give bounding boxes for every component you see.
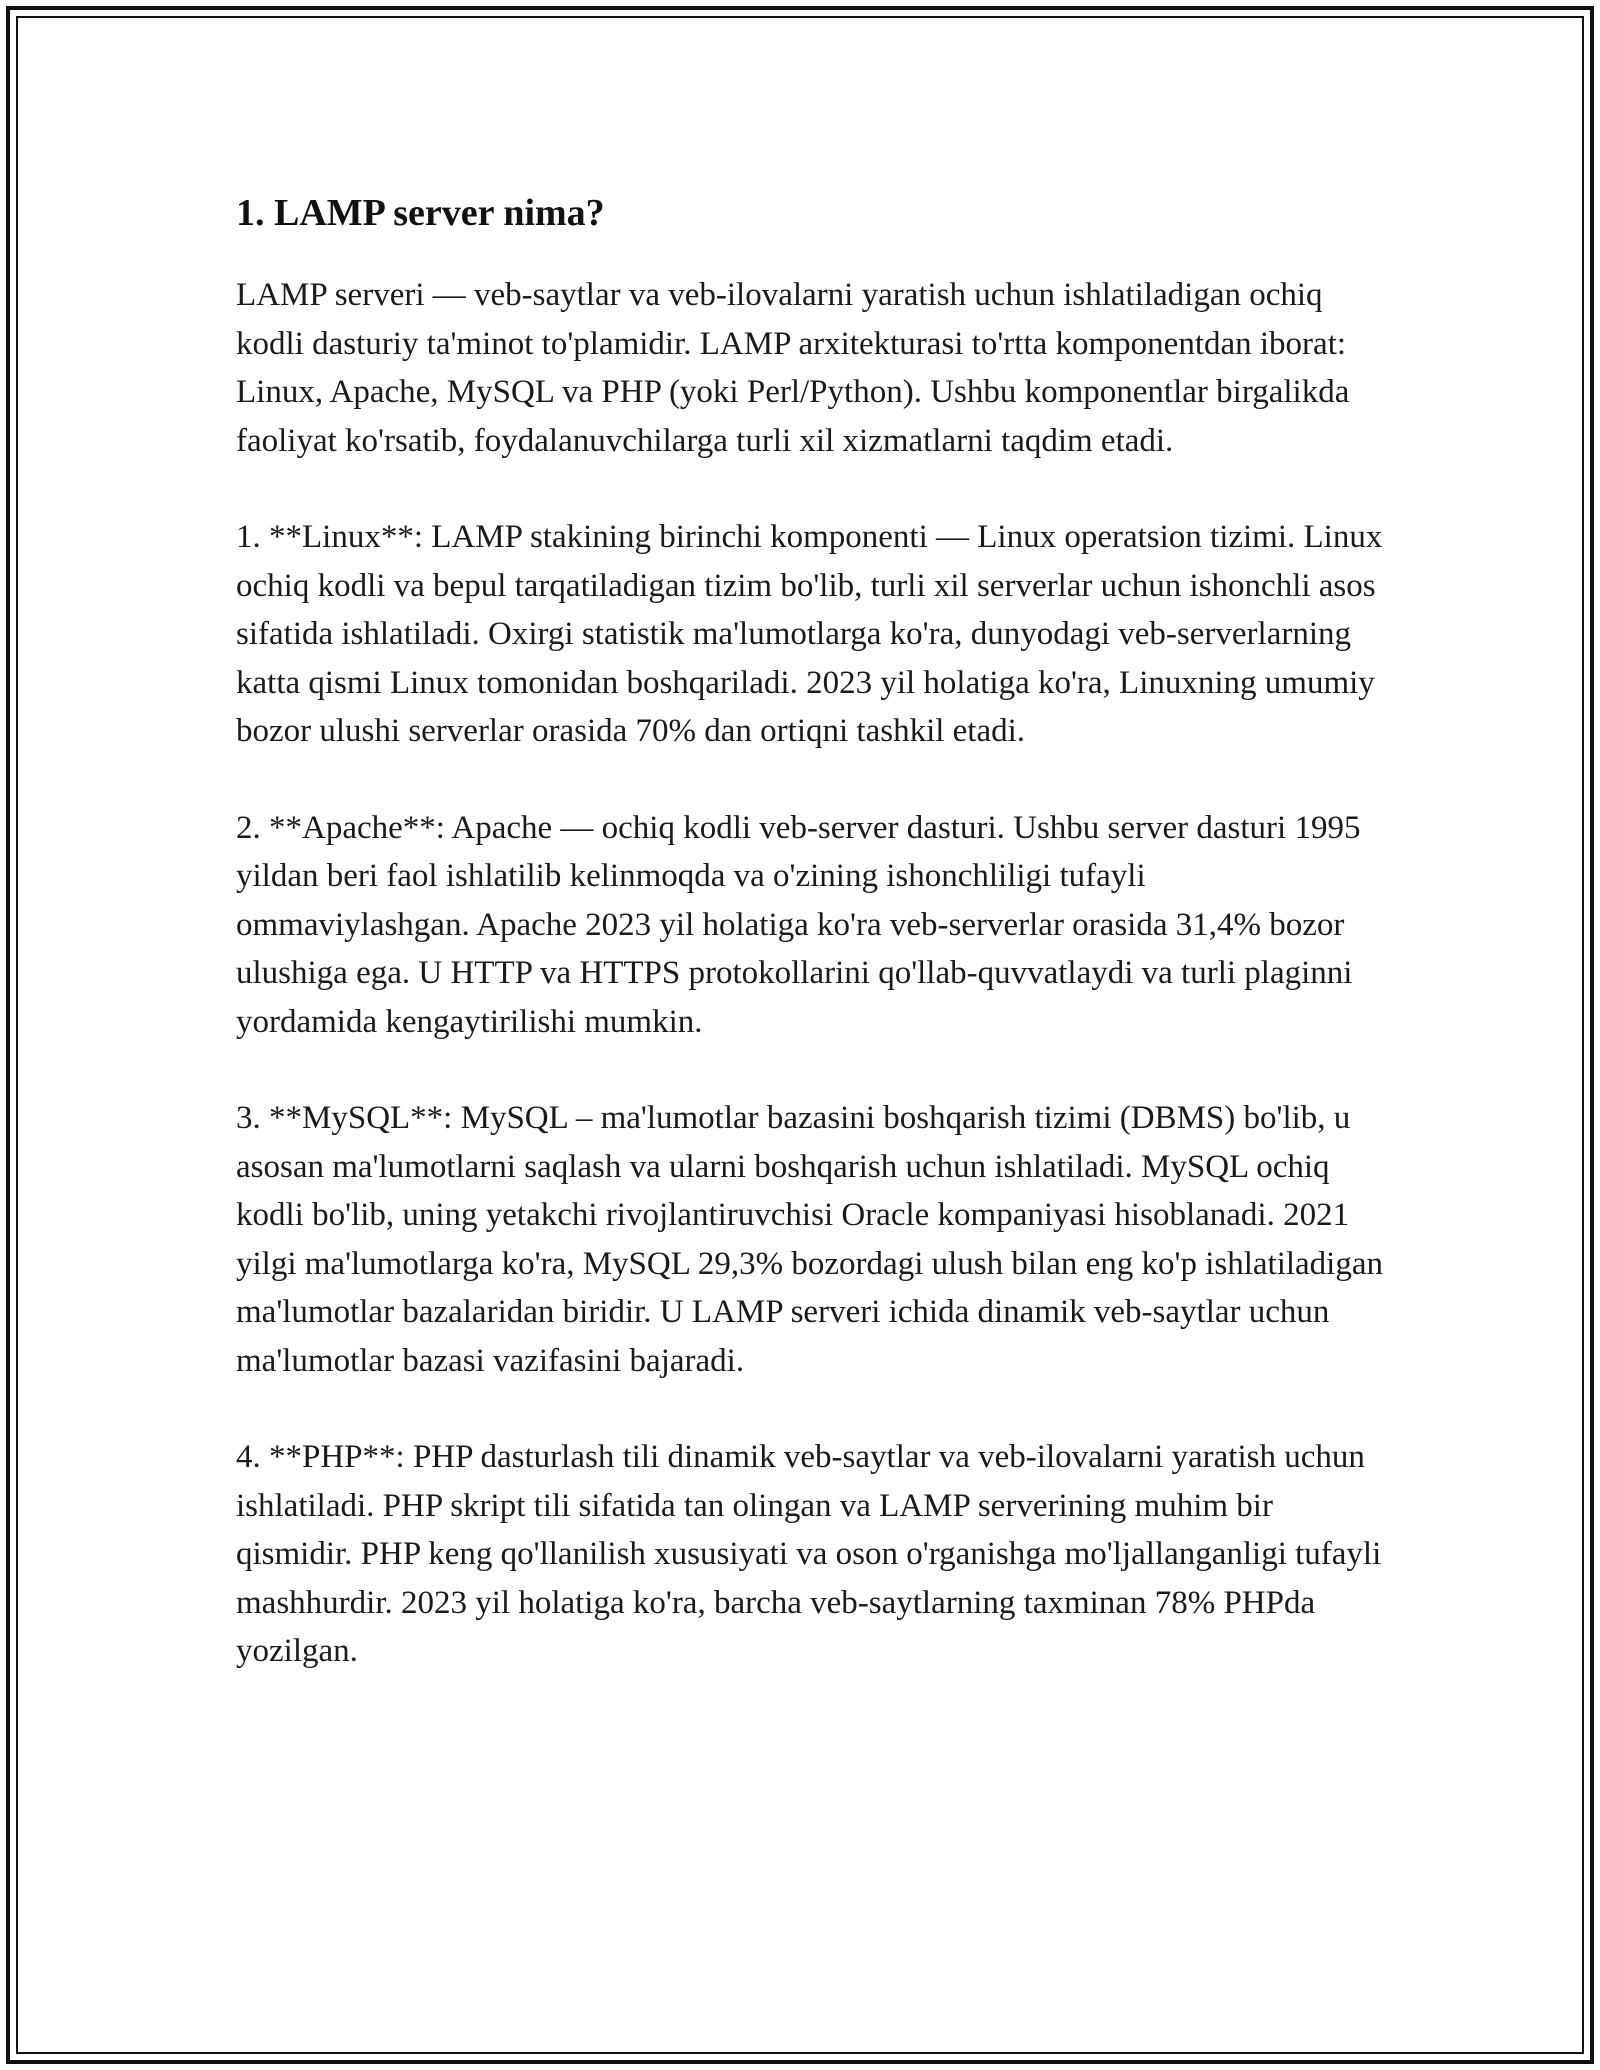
- mysql-paragraph: 3. **MySQL**: MySQL – ma'lumotlar bazasini boshqarish tizimi (DBMS) bo'lib, u asosan ma'lumotlarni saqlash va ularni boshqarish uchun ishlatiladi. MySQL ochiq kodli bo'lib, uning yetakchi rivojlantiruvchisi Oracle kompaniyasi hisoblanadi. 2021 yilgi ma'lumotlarga ko'ra, MySQL 29,3% bozordagi ulush bilan eng ko'p ishlatiladigan ma'lumotlar bazalaridan biridir. U LAMP serveri ichida dinamik veb-saytlar uchun ma'lumotlar bazasi vazifasini bajaradi.: [236, 1100, 1383, 1379]
- php-paragraph: 4. **PHP**: PHP dasturlash tili dinamik veb-saytlar va veb-ilovalarni yaratish uchun ishlatiladi. PHP skript tili sifatida tan olingan va LAMP serverining muhim bir qismidir. PHP keng qo'llanilish xususiyati va oson o'rganishga mo'ljallanganligi tufayli mashhurdir. 2023 yil holatiga ko'ra, barcha veb-saytlarning taxminan 78% PHPda yozilgan.: [236, 1439, 1382, 1669]
- page-title: 1. LAMP server nima?: [236, 192, 605, 234]
- apache-paragraph: 2. **Apache**: Apache — ochiq kodli veb-server dasturi. Ushbu server dasturi 1995 yildan beri faol ishlatilib kelinmoqda va o'zining ishonchliligi tufayli ommaviylashgan. Apache 2023 yil holatiga ko'ra veb-serverlar orasida 31,4% bozor ulushiga ega. U HTTP va HTTPS protokollarini qo'llab-quvvatlaydi va turli plaginni yordamida kengaytirilishi mumkin.: [236, 809, 1361, 1040]
- document-body: [236, 185, 1386, 1724]
- linux-paragraph: 1. **Linux**: LAMP stakining birinchi komponenti — Linux operatsion tizimi. Linux ochiq kodli va bepul tarqatiladigan tizim bo'lib, turli xil serverlar uchun ishonchli asos sifatida ishlatiladi. Oxirgi statistik ma'lumotlarga ko'ra, dunyodagi veb-serverlarning katta qismi Linux tomonidan boshqariladi. 2023 yil holatiga ko'ra, Linuxning umumiy bozor ulushi serverlar orasida 70% dan ortiqni tashkil etadi.: [236, 519, 1383, 749]
- intro-paragraph: LAMP serveri — veb-saytlar va veb-ilovalarni yaratish uchun ishlatiladigan ochiq kodli dasturiy ta'minot to'plamidir. LAMP arxitekturasi to'rtta komponentdan iborat: Linux, Apache, MySQL va PHP (yoki Perl/Python). Ushbu komponentlar birgalikda faoliyat ko'rsatib, foydalanuvchilarga turli xil xizmatlarni taqdim etadi.: [236, 277, 1350, 459]
